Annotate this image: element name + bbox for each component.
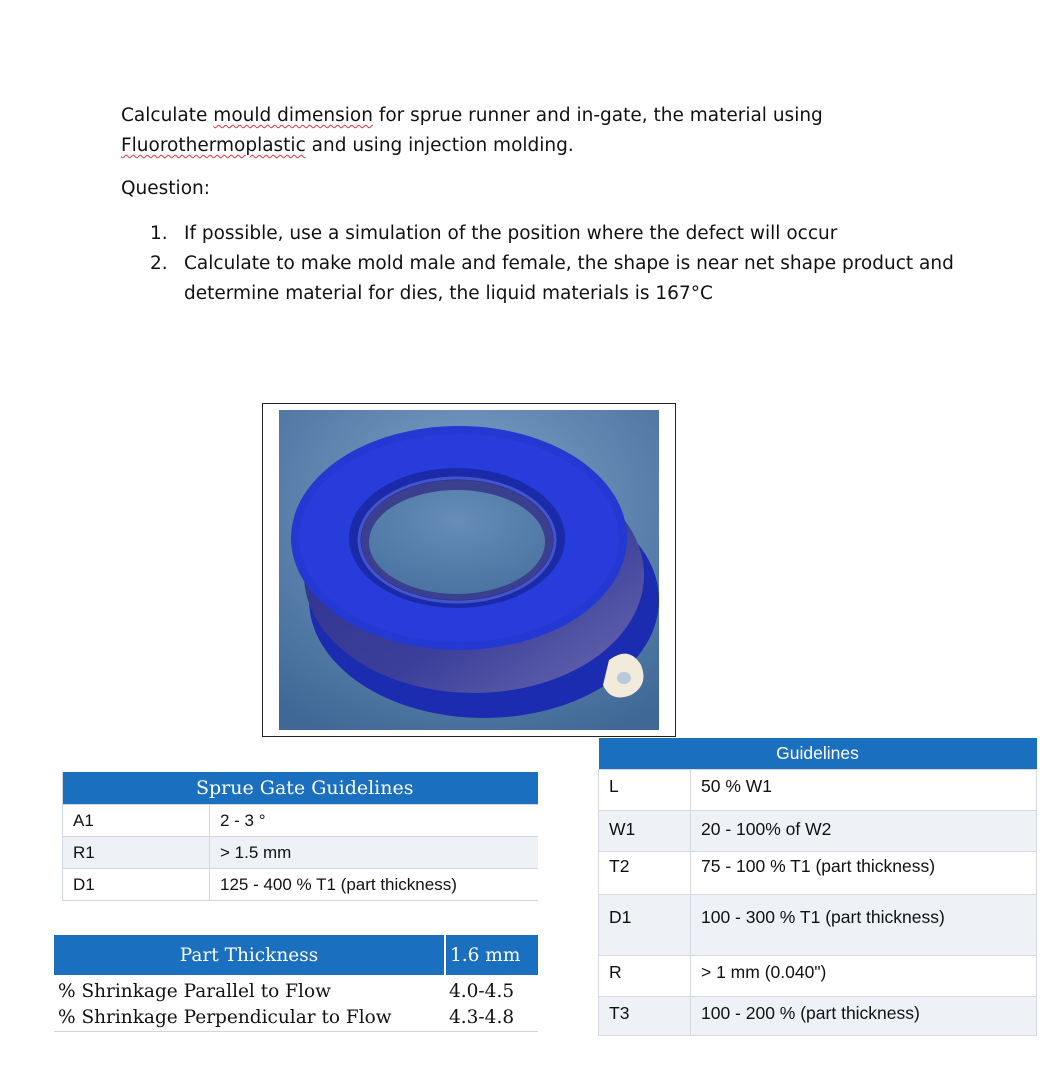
misspelled-word[interactable]: Fluorothermoplastic	[121, 135, 306, 156]
guidelines-table-title: Guidelines	[599, 738, 1037, 770]
sprue-table-title: Sprue Gate Guidelines	[63, 772, 539, 805]
question-label: Question:	[121, 178, 210, 199]
intro-line-1: Calculate mould dimension for sprue runner and in-gate, the material using	[121, 105, 823, 126]
part-thickness-table	[54, 935, 538, 1032]
sprue-gate-table	[62, 772, 538, 901]
table-row: R > 1 mm (0.040")	[599, 956, 1037, 997]
table-row: % Shrinkage Parallel to Flow 4.0-4.5	[58, 981, 515, 1002]
list-item: 1. If possible, use a simulation of the position where the defect will occur	[150, 223, 838, 244]
thickness-header-value: 1.6 mm	[445, 935, 538, 975]
table-row: D1 100 - 300 % T1 (part thickness)	[599, 895, 1037, 956]
intro-line-2: Fluorothermoplastic and using injection molding.	[121, 135, 574, 156]
table-row: T2 75 - 100 % T1 (part thickness)	[599, 852, 1037, 895]
guidelines-table	[598, 738, 1037, 1036]
misspelled-word[interactable]: mould dimension	[213, 105, 373, 126]
table-row: W1 20 - 100% of W2	[599, 811, 1037, 852]
spool-photo	[279, 410, 659, 730]
table-row: T3 100 - 200 % (part thickness)	[599, 997, 1037, 1036]
table-row: D1 125 - 400 % T1 (part thickness)	[63, 869, 539, 901]
table-row: R1 > 1.5 mm	[63, 837, 539, 869]
list-item: 2. Calculate to make mold male and female, the shape is near net shape product and determine material for dies, the liquid materials is 167°C	[150, 253, 954, 304]
intro-paragraph	[121, 101, 941, 161]
thickness-header-label: Part Thickness	[54, 935, 445, 975]
table-row: A1 2 - 3 °	[63, 805, 539, 837]
blue-spool-image	[279, 410, 659, 730]
table-row: L 50 % W1	[599, 770, 1037, 811]
table-row: % Shrinkage Perpendicular to Flow 4.3-4.8	[54, 1005, 538, 1032]
product-photo-frame	[262, 403, 676, 737]
question-list	[150, 219, 954, 309]
